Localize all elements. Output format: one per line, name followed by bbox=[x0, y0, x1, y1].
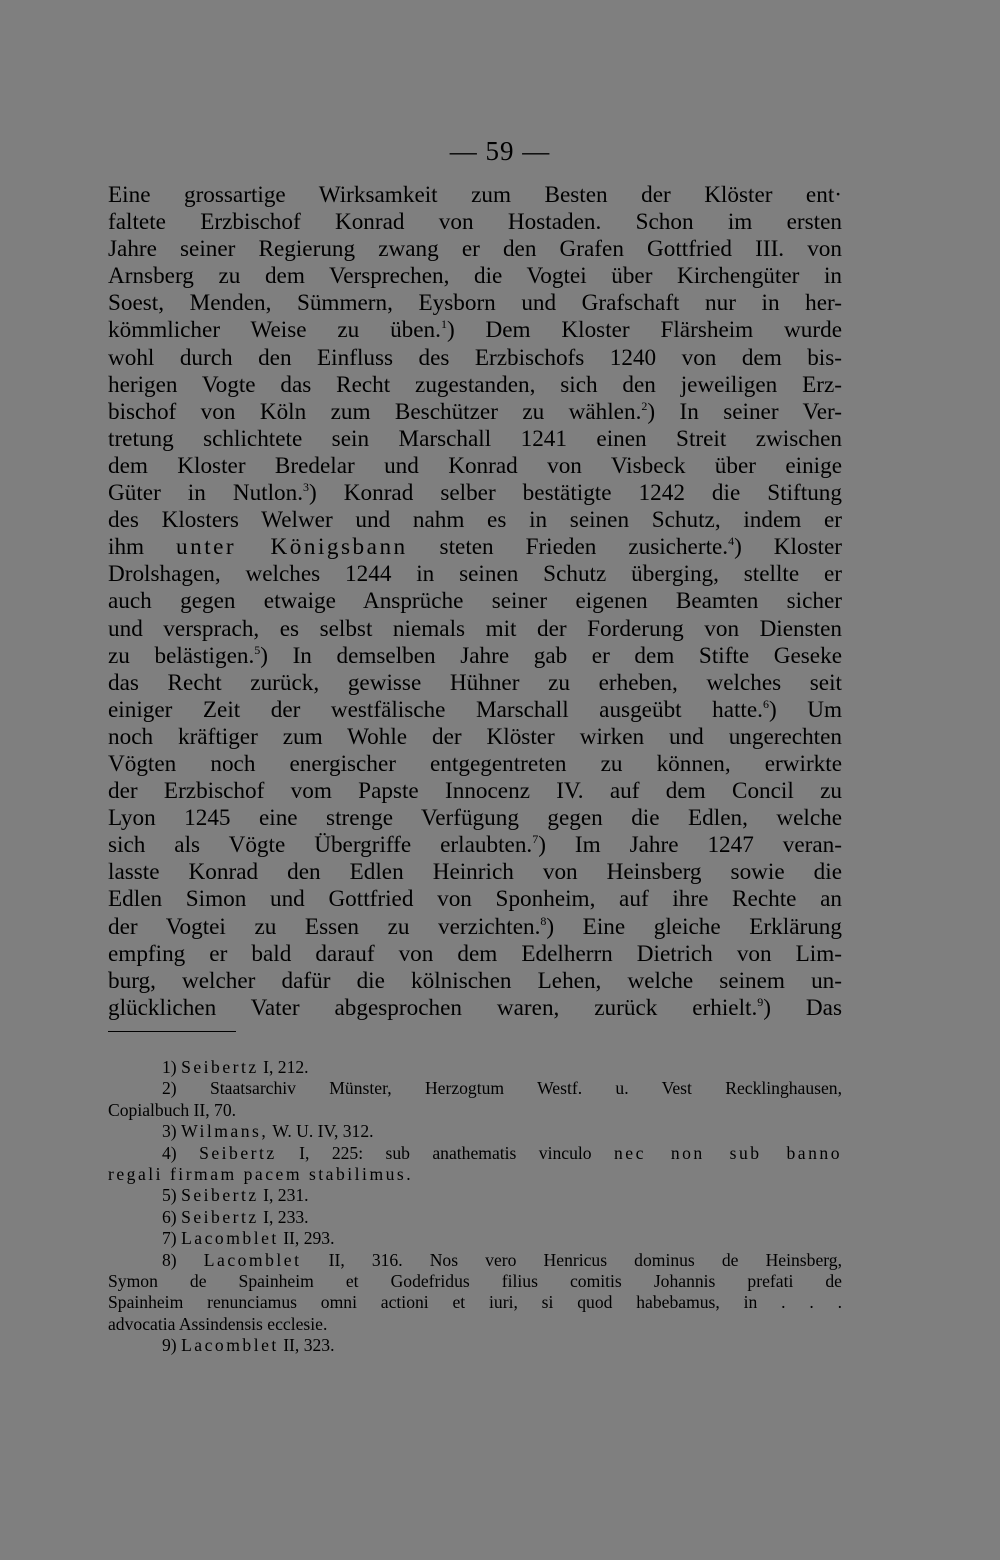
text-line bbox=[108, 182, 842, 209]
text-line bbox=[108, 480, 842, 507]
footnote-ref: 5 bbox=[254, 642, 261, 657]
text-line bbox=[108, 751, 842, 778]
text-line bbox=[108, 724, 842, 751]
footnote-number: 7) bbox=[162, 1228, 177, 1249]
line-text: ) Konrad selber bestätigte 1242 die Stiftung bbox=[309, 480, 842, 507]
text-line bbox=[108, 507, 842, 534]
text-line bbox=[108, 941, 842, 968]
line-text: ) In demselben Jahre gab er dem Stifte Geseke bbox=[260, 642, 842, 669]
text-line bbox=[108, 995, 842, 1022]
line-text: ) In seiner Ver- bbox=[647, 398, 842, 425]
footnote-continuation: Copialbuch II, 70. bbox=[108, 1099, 237, 1120]
text-line bbox=[108, 236, 842, 263]
line-text: steten Frieden zusicherte. bbox=[407, 534, 729, 561]
spaced-emphasis: unter Königsbann bbox=[176, 534, 408, 561]
line-text: glücklichen Vater abgesprochen waren, zurück erhielt. bbox=[108, 994, 758, 1021]
line-text: einiger Zeit der westfälische Marschall ausgeübt hatte. bbox=[108, 696, 763, 723]
footnote-continuation: regali firmam pacem stabilimus. bbox=[108, 1164, 414, 1185]
line-text: Vögten noch energischer entgegentreten zu können, erwirkte bbox=[108, 750, 842, 777]
footnote-spaced: nec non sub banno bbox=[614, 1142, 842, 1163]
footnote-ref: 7 bbox=[532, 832, 539, 847]
body-text bbox=[108, 182, 842, 1022]
line-text: Drolshagen, welches 1244 in seinen Schutz überging, stellte er bbox=[108, 561, 842, 588]
line-text: herigen Vogte das Recht zugestanden, sich den jeweiligen Erz- bbox=[108, 371, 842, 398]
footnote-text: I, 231. bbox=[258, 1185, 309, 1206]
line-text: der Vogtei zu Essen zu verzichten. bbox=[108, 913, 541, 940]
footnote-number: 9) bbox=[162, 1335, 177, 1356]
footnote-text: II, 323. bbox=[278, 1335, 335, 1356]
footnote bbox=[108, 1207, 842, 1228]
text-line bbox=[108, 263, 842, 290]
text-line bbox=[108, 832, 842, 859]
footnote-ref: 4 bbox=[728, 534, 735, 549]
text-line bbox=[108, 886, 842, 913]
page-number: — 59 — bbox=[449, 136, 551, 166]
line-text: burg, welcher dafür die kölnischen Lehen, welche seinem un- bbox=[108, 967, 842, 994]
footnote-text: II, 316. Nos vero Henricus dominus de Heinsberg, bbox=[301, 1249, 842, 1270]
text-line bbox=[108, 426, 842, 453]
footnote-number: 4) bbox=[162, 1142, 177, 1163]
text-line bbox=[108, 534, 842, 561]
line-text: noch kräftiger zum Wohle der Klöster wirken und ungerechten bbox=[108, 723, 842, 750]
footnote bbox=[108, 1228, 842, 1249]
footnote-author: Seibertz bbox=[199, 1142, 277, 1163]
footnote-text: I, 233. bbox=[258, 1206, 309, 1227]
line-text: des Klosters Welwer und nahm es in seinen Schutz, indem er bbox=[108, 507, 842, 534]
text-line bbox=[108, 372, 842, 399]
footnote-author: Seibertz bbox=[181, 1185, 259, 1206]
line-text: lasste Konrad den Edlen Heinrich von Heinsberg sowie die bbox=[108, 859, 842, 886]
footnote-author: Lacomblet bbox=[181, 1228, 279, 1249]
footnote bbox=[108, 1057, 842, 1078]
text-line bbox=[108, 209, 842, 236]
line-text: zu belästigen. bbox=[108, 642, 255, 669]
footnote-number: 3) bbox=[162, 1121, 177, 1142]
line-text: Güter in Nutlon. bbox=[108, 480, 304, 507]
footnotes bbox=[108, 1057, 842, 1357]
text-line bbox=[108, 317, 842, 344]
footnote-text: Staatsarchiv Münster, Herzogtum Westf. u. Vest Recklinghausen, bbox=[209, 1078, 842, 1099]
footnote-ref: 6 bbox=[762, 696, 769, 711]
text-line bbox=[108, 859, 842, 886]
line-text: ) Eine gleiche Erklärung bbox=[546, 913, 842, 940]
text-line bbox=[108, 588, 842, 615]
line-text: empfing er bald darauf von dem Edelherrn Dietrich von Lim- bbox=[108, 940, 842, 967]
line-text: Jahre seiner Regierung zwang er den Grafen Gottfried III. von bbox=[108, 236, 842, 263]
line-text: bischof von Köln zum Beschützer zu wählen. bbox=[108, 398, 642, 425]
line-text: wohl durch den Einfluss des Erzbischofs 1240 von dem bis- bbox=[108, 344, 842, 371]
footnote-author: Seibertz bbox=[181, 1206, 259, 1227]
footnote-author: Lacomblet bbox=[203, 1249, 302, 1270]
line-text: Edlen Simon und Gottfried von Sponheim, auf ihre Rechte an bbox=[108, 886, 842, 913]
text-line bbox=[108, 453, 842, 480]
line-text: ) Um bbox=[768, 696, 842, 723]
footnote bbox=[108, 1335, 842, 1356]
line-text: Eine grossartige Wirksamkeit zum Besten der Klöster ent· bbox=[108, 182, 842, 208]
footnote-author: Wilmans, bbox=[181, 1121, 269, 1142]
text-line bbox=[108, 399, 842, 426]
footnote-number: 1) bbox=[162, 1057, 177, 1077]
line-text: ihm bbox=[108, 534, 176, 561]
footnote-ref: 3 bbox=[303, 480, 310, 495]
footnote-text: I, 212. bbox=[258, 1057, 309, 1077]
text-line bbox=[108, 914, 842, 941]
text-line bbox=[108, 345, 842, 372]
text-line bbox=[108, 670, 842, 697]
text-line bbox=[108, 616, 842, 643]
line-text: das Recht zurück, gewisse Hühner zu erheben, welches seit bbox=[108, 669, 842, 696]
footnote-text: II, 293. bbox=[278, 1228, 335, 1249]
text-line bbox=[108, 290, 842, 317]
line-text: Lyon 1245 eine strenge Verfügung gegen die Edlen, welche bbox=[108, 805, 842, 832]
footnote-number: 5) bbox=[162, 1185, 177, 1206]
footnote bbox=[108, 1250, 842, 1271]
line-text: der Erzbischof vom Papste Innocenz IV. auf dem Concil zu bbox=[108, 778, 842, 805]
line-text: ) Das bbox=[763, 994, 842, 1021]
text-line bbox=[108, 643, 842, 670]
line-text: ) Kloster bbox=[734, 534, 843, 561]
footnote-text: I, 225: sub anathematis vinculo bbox=[276, 1142, 614, 1163]
line-text: dem Kloster Bredelar und Konrad von Visbeck über einige bbox=[108, 452, 842, 479]
footnote-author: Seibertz bbox=[181, 1057, 259, 1077]
footnote-number: 2) bbox=[162, 1078, 177, 1099]
footnote-continuation: Spainheim renunciamus omni actioni et iuri, si quod habebamus, in . . . bbox=[108, 1292, 842, 1313]
text-line bbox=[108, 561, 842, 588]
line-text: sich als Vögte Übergriffe erlaubten. bbox=[108, 832, 533, 859]
line-text: Soest, Menden, Sümmern, Eysborn und Grafschaft nur in her- bbox=[108, 290, 842, 317]
footnote-number: 6) bbox=[162, 1206, 177, 1227]
line-text: ) Dem Kloster Flärsheim wurde bbox=[446, 317, 842, 344]
footnote-rule bbox=[108, 1031, 236, 1032]
line-text: ) Im Jahre 1247 veran- bbox=[538, 832, 842, 859]
line-text: auch gegen etwaige Ansprüche seiner eigenen Beamten sicher bbox=[108, 588, 842, 615]
line-text: faltete Erzbischof Konrad von Hostaden. Schon im ersten bbox=[108, 209, 842, 236]
footnote bbox=[108, 1185, 842, 1206]
footnote-author: Lacomblet bbox=[181, 1335, 279, 1356]
line-text: tretung schlichtete sein Marschall 1241 einen Streit zwischen bbox=[108, 425, 842, 452]
line-text: Arnsberg zu dem Versprechen, die Vogtei über Kirchengüter in bbox=[108, 263, 842, 290]
footnote bbox=[108, 1078, 842, 1099]
footnote-ref: 8 bbox=[540, 913, 547, 928]
footnote-continuation: Symon de Spainheim et Godefridus filius comitis Johannis prefati de bbox=[108, 1271, 842, 1292]
text-line bbox=[108, 968, 842, 995]
line-text: und versprach, es selbst niemals mit der Forderung von Diensten bbox=[108, 615, 842, 642]
footnote bbox=[108, 1121, 842, 1142]
footnote-continuation: advocatia Assindensis ecclesie. bbox=[108, 1313, 328, 1334]
footnote-ref: 9 bbox=[757, 994, 764, 1009]
text-line bbox=[108, 778, 842, 805]
line-text: kömmlicher Weise zu üben. bbox=[108, 317, 441, 344]
footnote-text: W. U. IV, 312. bbox=[268, 1121, 374, 1142]
text-line bbox=[108, 697, 842, 724]
footnote-ref: 2 bbox=[641, 398, 648, 413]
footnote bbox=[108, 1143, 842, 1164]
footnote-ref: 1 bbox=[440, 317, 447, 332]
text-line bbox=[108, 805, 842, 832]
footnote-number: 8) bbox=[162, 1249, 177, 1270]
